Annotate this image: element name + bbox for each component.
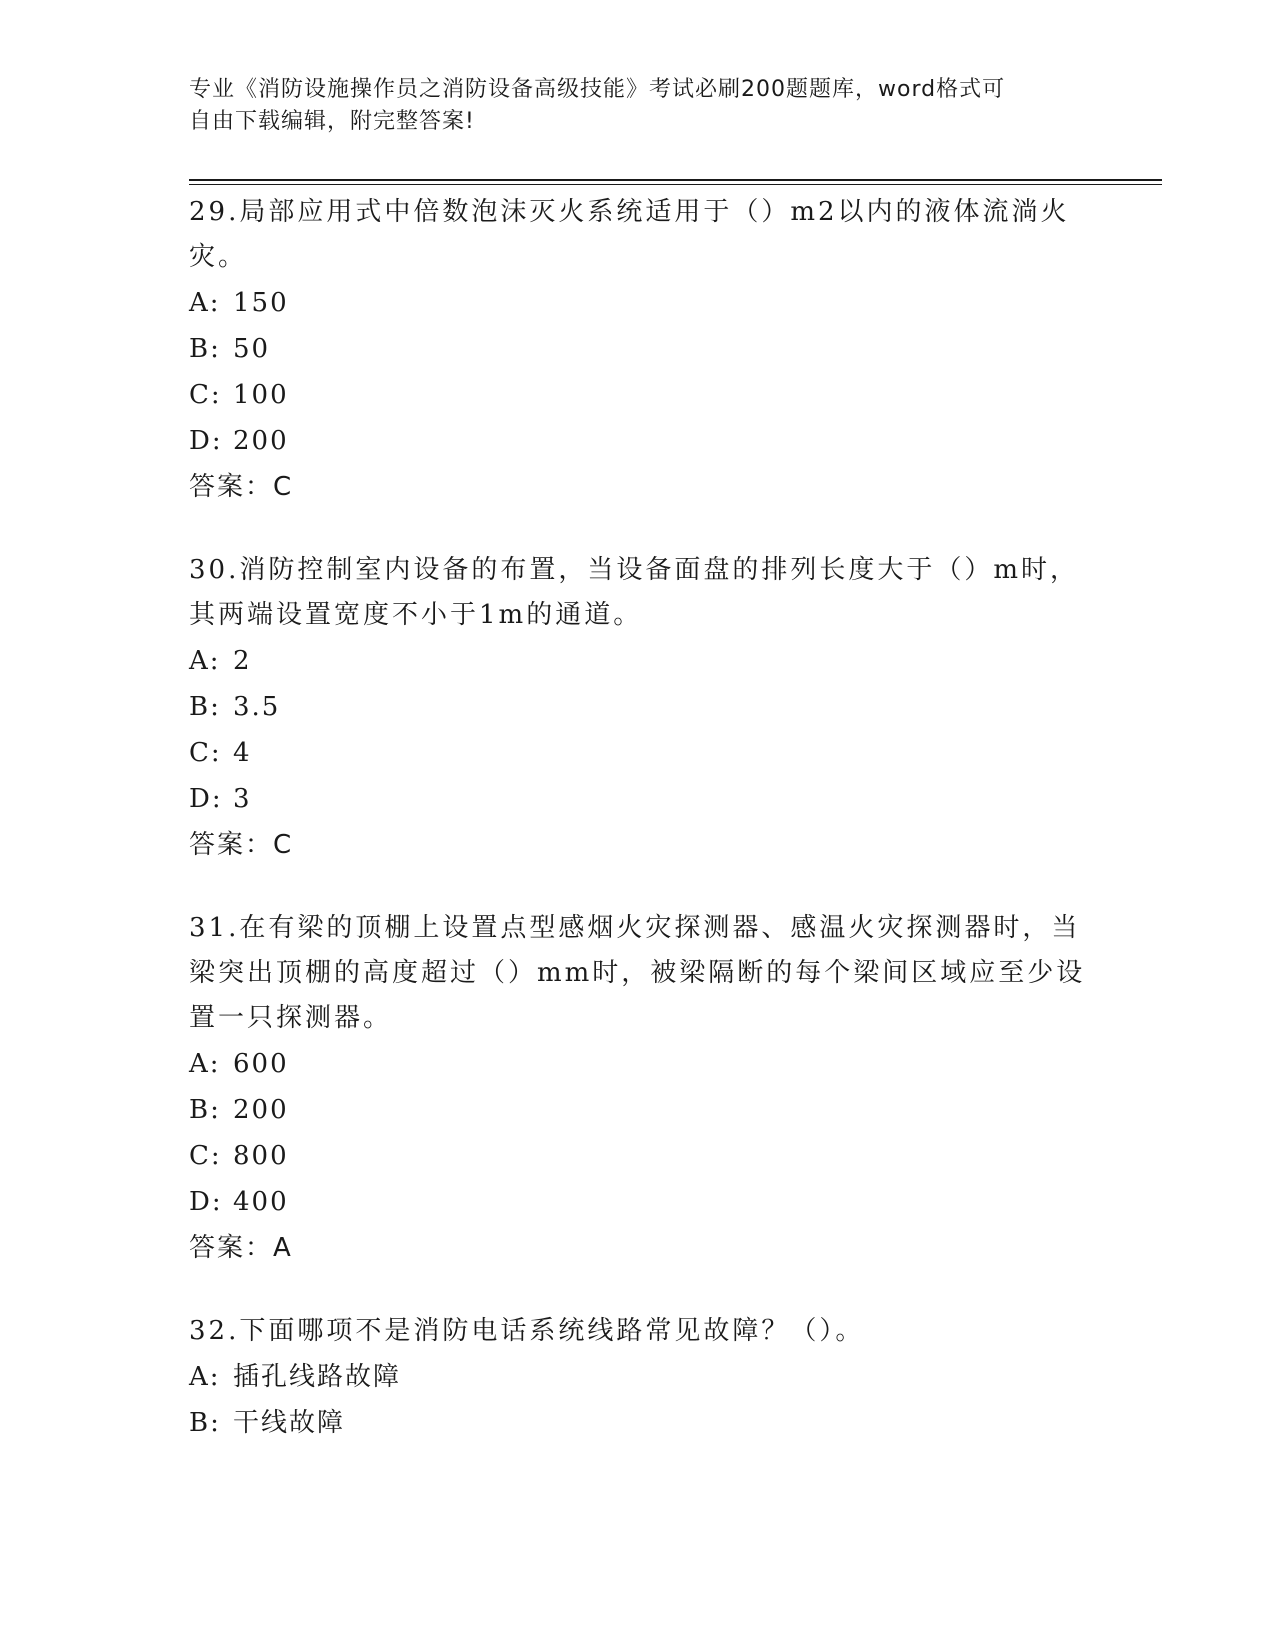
option-value: 600 <box>233 1049 289 1079</box>
option-value: 200 <box>233 1095 289 1125</box>
option-letter: D: <box>189 426 223 456</box>
question-text: 31.在有梁的顶棚上设置点型感烟火灾探测器、感温火灾探测器时，当梁突出顶棚的高度超过（）mm时，被梁隔断的每个梁间区域应至少设置一只探测器。 <box>189 913 1086 1033</box>
option-b <box>189 1400 1089 1446</box>
option-value: 200 <box>233 426 289 456</box>
option-letter: C: <box>189 738 222 768</box>
option-letter: B: <box>189 1095 221 1125</box>
option-letter: D: <box>189 784 223 814</box>
question-31 <box>189 906 1089 1271</box>
header-line-2: 自由下载编辑，附完整答案! <box>189 109 475 134</box>
option-value: 3.5 <box>233 692 281 722</box>
option-letter: C: <box>189 380 222 410</box>
option-d <box>189 1179 1089 1225</box>
option-letter: A: <box>189 646 221 676</box>
option-value: 50 <box>233 334 271 364</box>
header-line-1: 专业《消防设施操作员之消防设备高级技能》考试必刷200题题库，word格式可 <box>189 77 1006 102</box>
header-divider-thin <box>189 184 1162 185</box>
option-c <box>189 1133 1089 1179</box>
question-30 <box>189 548 1089 868</box>
option-letter: D: <box>189 1187 223 1217</box>
option-b <box>189 684 1089 730</box>
option-value: 插孔线路故障 <box>233 1362 402 1392</box>
option-value: 4 <box>233 738 252 768</box>
option-c <box>189 730 1089 776</box>
option-a <box>189 638 1089 684</box>
option-a <box>189 1041 1089 1087</box>
question-text: 29.局部应用式中倍数泡沫灭火系统适用于（）m2以内的液体流淌火灾。 <box>189 197 1070 272</box>
option-c <box>189 372 1089 418</box>
option-a <box>189 280 1089 326</box>
document-header <box>189 74 1089 138</box>
answer-text: 答案：A <box>189 1233 293 1263</box>
question-text: 30.消防控制室内设备的布置，当设备面盘的排列长度大于（）m时，其两端设置宽度不小于1m的通道。 <box>189 555 1080 630</box>
question-29 <box>189 190 1089 510</box>
header-divider-thick <box>189 179 1162 181</box>
option-letter: C: <box>189 1141 222 1171</box>
question-text: 32.下面哪项不是消防电话系统线路常见故障？（）。 <box>189 1316 865 1346</box>
option-letter: B: <box>189 692 221 722</box>
option-d <box>189 418 1089 464</box>
option-value: 3 <box>233 784 252 814</box>
option-value: 100 <box>233 380 289 410</box>
question-32 <box>189 1309 1089 1446</box>
option-b <box>189 326 1089 372</box>
option-letter: A: <box>189 1362 221 1392</box>
option-value: 150 <box>233 288 289 318</box>
question-list <box>189 190 1089 1484</box>
option-b <box>189 1087 1089 1133</box>
answer-text: 答案：C <box>189 472 294 502</box>
option-letter: B: <box>189 1408 221 1438</box>
option-a <box>189 1354 1089 1400</box>
option-d <box>189 776 1089 822</box>
answer-text: 答案：C <box>189 830 294 860</box>
option-letter: B: <box>189 334 221 364</box>
option-value: 800 <box>233 1141 289 1171</box>
option-value: 干线故障 <box>233 1408 346 1438</box>
option-letter: A: <box>189 1049 221 1079</box>
option-value: 2 <box>233 646 252 676</box>
option-value: 400 <box>233 1187 289 1217</box>
option-letter: A: <box>189 288 221 318</box>
